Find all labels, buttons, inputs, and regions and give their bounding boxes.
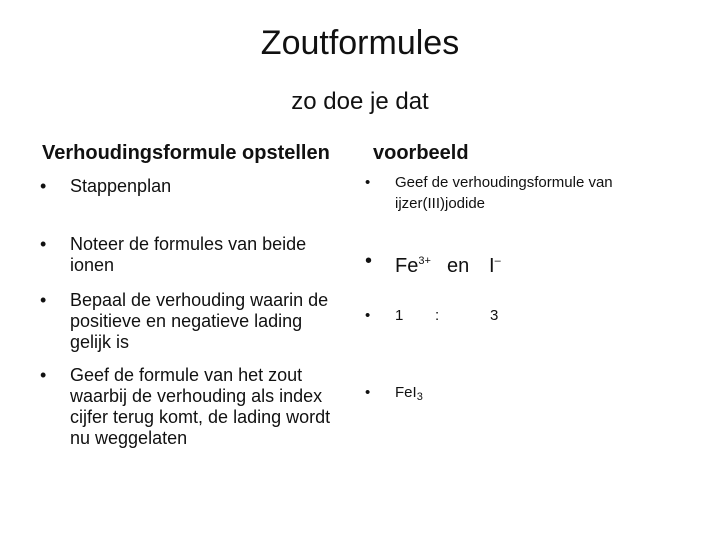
list-item xyxy=(40,290,340,353)
anion-symbol: I xyxy=(489,255,495,277)
list-item-text: Geef de formule van het zout waarbij de verhouding als index cijfer terug komt, de lading wordt nu weggelaten xyxy=(70,365,331,448)
cation xyxy=(395,248,447,279)
ratio-anion: 3 xyxy=(490,307,499,324)
cation-charge: 3+ xyxy=(418,255,431,267)
list-item-text: Noteer de formules van beide ionen xyxy=(70,234,307,275)
bullet-icon: • xyxy=(365,174,371,191)
list-item-text: Stappenplan xyxy=(70,176,172,196)
cation-symbol: Fe xyxy=(395,255,419,277)
instruction-text: Geef de verhoudingsformule van ijzer(III)jodide xyxy=(395,174,613,212)
example-instruction xyxy=(365,172,655,214)
anion xyxy=(489,248,501,279)
bullet-icon: • xyxy=(40,234,47,254)
ions-text xyxy=(395,248,665,279)
formula-text xyxy=(395,383,665,407)
list-item-text: Bepaal de verhouding waarin de positieve en negatieve lading gelijk is xyxy=(70,290,329,352)
left-column-heading: Verhoudingsformule opstellen xyxy=(42,142,330,164)
bullet-icon: • xyxy=(365,384,371,401)
formula-line xyxy=(365,383,665,407)
ratio-separator: : xyxy=(435,307,440,324)
bullet-icon: • xyxy=(365,250,373,272)
ions-line xyxy=(365,248,665,279)
formula-element-1: Fe xyxy=(395,384,413,401)
bullet-icon: • xyxy=(40,365,47,385)
ratio-cation: 1 xyxy=(395,307,404,324)
slide-title: Zoutformules xyxy=(260,24,460,62)
formula-element-2: I xyxy=(412,384,417,401)
right-column-heading: voorbeeld xyxy=(373,142,469,164)
bullet-icon: • xyxy=(40,176,47,196)
bullet-icon: • xyxy=(365,307,371,324)
slide-subtitle: zo doe je dat xyxy=(291,88,429,115)
ions-joiner: en xyxy=(447,255,470,277)
list-item xyxy=(40,365,340,449)
list-item xyxy=(40,176,340,197)
ratio-text xyxy=(395,306,665,326)
list-item xyxy=(40,234,340,276)
formula-subscript: 3 xyxy=(416,391,423,403)
bullet-icon: • xyxy=(40,290,47,310)
ratio-line xyxy=(365,306,665,326)
anion-charge: – xyxy=(494,255,501,267)
